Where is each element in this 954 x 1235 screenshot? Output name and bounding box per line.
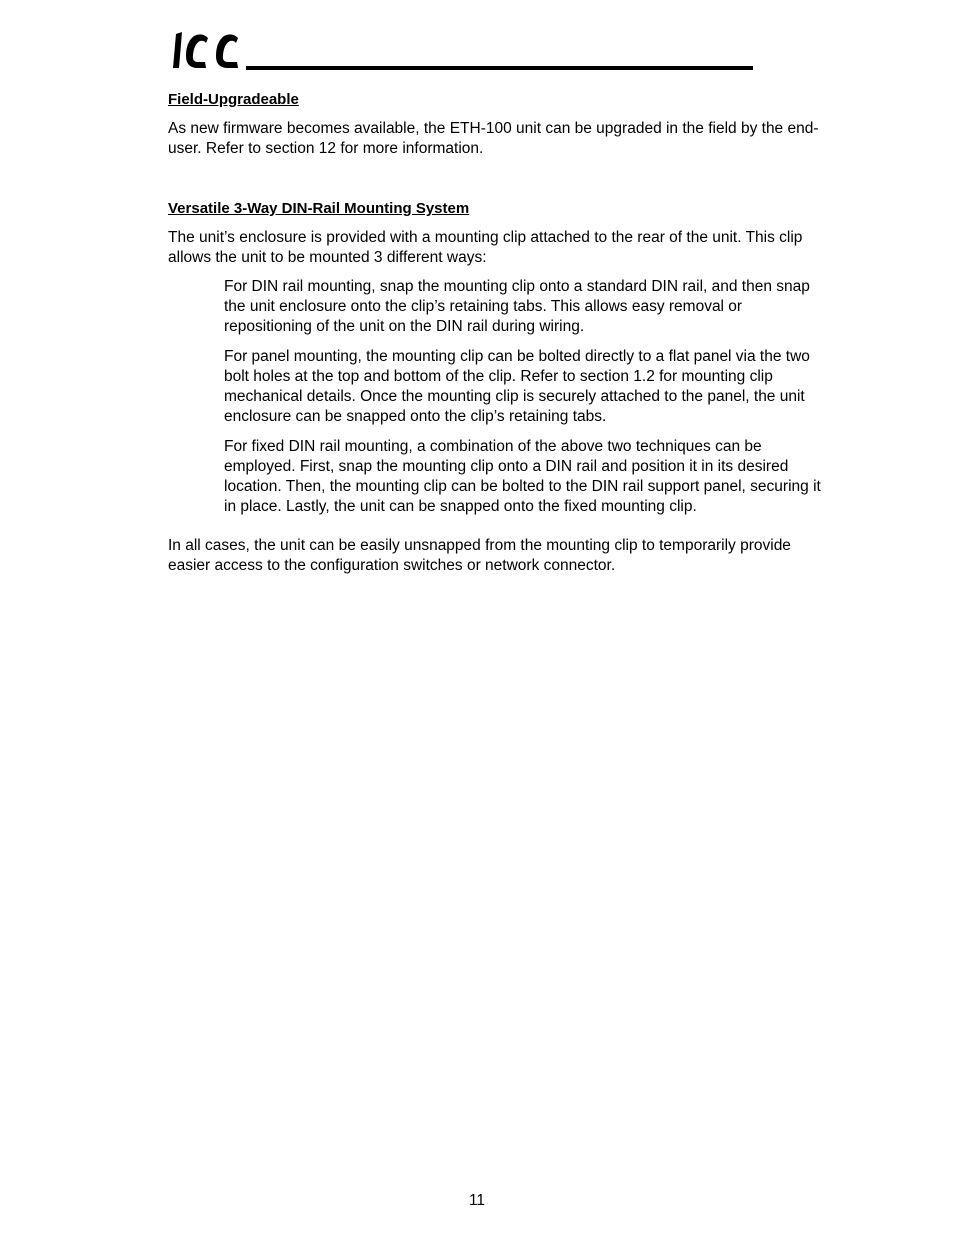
section-heading: Field-Upgradeable <box>168 91 299 108</box>
closing-paragraph: In all cases, the unit can be easily unsnapped from the mounting clip to temporarily provide easier access to the configuration switches or network connector. <box>168 537 791 574</box>
page-content <box>168 90 828 576</box>
icc-logo <box>172 28 242 70</box>
section-field-upgradeable <box>168 90 828 159</box>
header-rule <box>246 66 753 70</box>
section-din-rail-mounting <box>168 199 828 576</box>
indented-paragraph: For panel mounting, the mounting clip can be bolted directly to a flat panel via the two bolt holes at the top and bottom of the clip. Refer to section 1.2 for mounting clip mechanical details. Once the mounting clip is securely attached to the panel, the unit enclosure can be snapped onto the clip’s retaining tabs. <box>224 348 810 425</box>
section-heading: Versatile 3-Way DIN-Rail Mounting System <box>168 200 470 217</box>
indented-paragraph: For DIN rail mounting, snap the mounting clip onto a standard DIN rail, and then snap the unit enclosure onto the clip’s retaining tabs. This allows easy removal or repositioning of the unit on the DIN rail during wiring. <box>224 278 810 335</box>
indented-paragraph: For fixed DIN rail mounting, a combination of the above two techniques can be employed. First, snap the mounting clip onto a DIN rail and position it in its desired location. Then, the mounting clip can be bolted to the DIN rail support panel, securing it in place. Lastly, the unit can be snapped onto the fixed mounting clip. <box>224 438 821 515</box>
body-paragraph: As new firmware becomes available, the ETH-100 unit can be upgraded in the field by the end-user. Refer to section 12 for more information. <box>168 120 819 157</box>
page-header <box>172 28 754 72</box>
page-number: 11 <box>468 1192 486 1209</box>
intro-paragraph: The unit’s enclosure is provided with a mounting clip attached to the rear of the unit. This clip allows the unit to be mounted 3 different ways: <box>168 229 803 266</box>
